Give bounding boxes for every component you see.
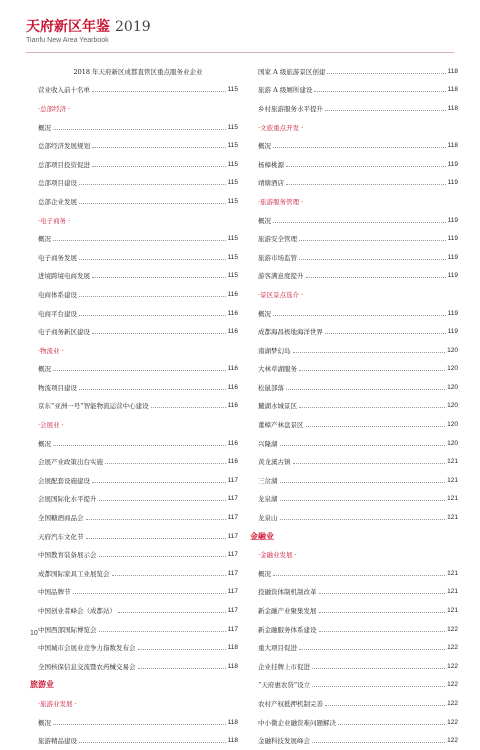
toc-entry-page: 116 [227, 309, 238, 317]
toc-entry[interactable] [258, 62, 458, 81]
dot-leader [273, 575, 445, 576]
toc-entry-page: 122 [447, 625, 458, 633]
toc-entry[interactable] [258, 471, 458, 490]
toc-section-heading [38, 415, 238, 434]
dot-leader [273, 147, 446, 148]
toc-entry-page: 119 [447, 235, 458, 243]
toc-entry-page: 117 [227, 625, 238, 633]
yearbook-title: 天府新区年鉴 [26, 19, 110, 35]
toc-entry-label: 金融业 [250, 531, 274, 541]
toc-entry-page: 120 [447, 421, 458, 429]
toc-entry-label: 概况 [258, 142, 271, 151]
toc-entry[interactable] [258, 490, 458, 509]
toc-entry-page: 120 [447, 346, 458, 354]
toc-entry-page: 118 [447, 104, 458, 112]
dot-leader [99, 631, 226, 632]
toc-entry[interactable] [38, 452, 238, 471]
toc-entry-label: · 总部经济 · [38, 104, 70, 113]
toc-entry-page: 115 [227, 179, 238, 187]
toc-entry-label: 概况 [38, 365, 51, 374]
toc-entry-label: 概况 [258, 309, 271, 318]
dot-leader [92, 166, 226, 167]
toc-entry-page: 122 [447, 718, 458, 726]
toc-entry-label: 中国创业者峰会（成都站） [38, 607, 116, 616]
toc-entry-label: 中国西部国际博览会 [38, 625, 97, 634]
toc-entry-label: · 物流业 · [38, 346, 64, 355]
dot-leader [306, 426, 446, 427]
dot-leader [112, 575, 226, 576]
page-number: 10 [30, 630, 38, 637]
dot-leader [327, 73, 445, 74]
dot-leader [86, 538, 226, 539]
toc-entry-page: 118 [447, 86, 458, 94]
toc-entry-label: 靖塘酒店 [258, 179, 284, 188]
toc-entry-page: 118 [447, 142, 458, 150]
toc-entry[interactable] [258, 81, 458, 100]
toc-entry-page: 121 [447, 569, 458, 577]
toc-entry[interactable] [38, 434, 238, 453]
toc-entry-label: 中小微企业融资难问题解决 [258, 718, 336, 727]
dot-leader [53, 370, 226, 371]
toc-entry-page: 121 [447, 458, 458, 466]
toc-entry-label: 新金融产业聚集发展 [258, 607, 317, 616]
dot-leader [273, 222, 446, 223]
toc-entry-label: 重大项目促进 [258, 644, 297, 653]
toc-entry-label: 会展国际化水平提升 [38, 495, 97, 504]
toc-entry-page: 121 [447, 495, 458, 503]
dot-leader [299, 240, 446, 241]
toc-entry[interactable] [258, 397, 458, 416]
toc-entry-page: 117 [227, 607, 238, 615]
dot-leader [293, 463, 446, 464]
toc-entry[interactable] [258, 229, 458, 248]
dot-leader [280, 482, 446, 483]
toc-entry[interactable] [258, 99, 458, 118]
yearbook-subtitle: Tianfu New Area Yearbook [26, 37, 109, 44]
toc-entry[interactable] [258, 378, 458, 397]
toc-entry-page: 116 [227, 383, 238, 391]
dot-leader [79, 203, 226, 204]
yearbook-header [26, 16, 151, 44]
dot-leader [79, 259, 226, 260]
toc-entry[interactable] [258, 267, 458, 286]
dot-leader [53, 445, 226, 446]
toc-entry[interactable] [258, 731, 458, 750]
dot-leader [92, 482, 226, 483]
toc-entry-page: 119 [447, 328, 458, 336]
toc-entry[interactable] [38, 527, 238, 546]
toc-entry[interactable] [258, 676, 458, 695]
toc-chapter-heading [250, 527, 458, 546]
toc-section-heading [38, 99, 238, 118]
dot-leader [118, 612, 226, 613]
toc-entry-label: 全国糖酒商品会 [38, 514, 84, 523]
toc-entry-label: 会展配套设施建设 [38, 476, 90, 485]
toc-entry-label: 进境跨境电商发展 [38, 272, 90, 281]
dot-leader [86, 519, 226, 520]
dot-leader [312, 742, 445, 743]
toc-entry[interactable] [258, 657, 458, 676]
dot-leader [92, 333, 226, 334]
toc-entry[interactable] [258, 136, 458, 155]
toc-entry-label: 龙泉湖 [258, 495, 278, 504]
toc-entry-label: 中国城市会展业竞争力指数发布会 [38, 644, 136, 653]
toc-entry-page: 120 [447, 439, 458, 447]
toc-entry[interactable] [258, 322, 458, 341]
toc-entry-page: 116 [227, 458, 238, 466]
toc-entry-label: 旅游 A 级厕所建设 [258, 86, 313, 95]
dot-leader [79, 184, 226, 185]
dot-leader [79, 296, 226, 297]
toc-entry-label: 南湖梦幻岛 [258, 346, 291, 355]
toc-entry-label: 概况 [258, 569, 271, 578]
dot-leader [312, 686, 445, 687]
toc-entry-page: 121 [447, 607, 458, 615]
toc-entry-page: 116 [227, 290, 238, 298]
toc-section-heading [258, 285, 458, 304]
toc-chapter-heading [30, 676, 238, 695]
dot-leader [280, 519, 446, 520]
toc-entry-label: · 旅游服务管理 · [258, 197, 303, 206]
dot-leader [79, 742, 226, 743]
dot-leader [79, 315, 226, 316]
toc-entry[interactable] [258, 508, 458, 527]
toc-entry[interactable] [258, 341, 458, 360]
toc-entry-label: 董樟产林盘景区 [258, 421, 304, 430]
yearbook-year: 2019 [115, 19, 151, 35]
toc-entry[interactable] [38, 713, 238, 732]
toc-entry-page: 117 [227, 495, 238, 503]
toc-entry-label: 天府汽车文化节 [38, 532, 84, 541]
toc-entry-page: 117 [227, 551, 238, 559]
toc-entry-label: 电子商务新区建设 [38, 328, 90, 337]
toc-entry-label: 乡村旅游服务水平提升 [258, 104, 323, 113]
dot-leader [286, 166, 446, 167]
toc-entry[interactable] [38, 322, 238, 341]
header-rule [26, 52, 454, 53]
toc-entry-label: 总部项目投资促进 [38, 160, 90, 169]
toc-entry-label: 兴隆湖 [258, 439, 278, 448]
toc-entry-label: 龙泉山 [258, 514, 278, 523]
toc-entry[interactable] [258, 434, 458, 453]
toc-entry-label: 黄龙溪古镇 [258, 458, 291, 467]
toc-section-heading [258, 192, 458, 211]
toc-entry-page: 122 [447, 662, 458, 670]
toc-entry[interactable] [258, 638, 458, 657]
toc-entry-page: 115 [227, 86, 238, 94]
toc-section-heading [38, 341, 238, 360]
toc-entry-label: · 旅游业发展 · [38, 699, 77, 708]
dot-leader [319, 593, 446, 594]
toc-entry-page: 118 [227, 718, 238, 726]
toc-entry-page: 117 [227, 476, 238, 484]
toc-entry-page: 115 [227, 272, 238, 280]
toc-section-heading [38, 211, 238, 230]
toc-entry-label: 总部企业发展 [38, 197, 77, 206]
dot-leader [325, 705, 445, 706]
dot-leader [53, 240, 226, 241]
dot-leader [273, 315, 446, 316]
toc-entry[interactable] [258, 304, 458, 323]
toc-entry[interactable] [258, 601, 458, 620]
toc-entry[interactable] [258, 694, 458, 713]
toc-note [38, 62, 238, 81]
toc-entry-page: 115 [227, 160, 238, 168]
toc-entry-page: 116 [227, 328, 238, 336]
toc-entry-page: 118 [227, 662, 238, 670]
toc-entry[interactable] [38, 397, 238, 416]
toc-right-column [250, 62, 458, 750]
toc-entry[interactable] [38, 601, 238, 620]
toc-entry-label: 金融科技发展峰会 [258, 737, 310, 746]
toc-entry[interactable] [38, 657, 238, 676]
toc-entry[interactable] [38, 267, 238, 286]
toc-entry-label: 农村产权抵押机制完善 [258, 699, 323, 708]
toc-entry[interactable] [38, 490, 238, 509]
toc-entry-page: 115 [227, 235, 238, 243]
toc-entry[interactable] [38, 248, 238, 267]
dot-leader [286, 184, 446, 185]
toc-entry[interactable] [38, 136, 238, 155]
toc-entry[interactable] [258, 452, 458, 471]
toc-entry[interactable] [38, 731, 238, 750]
dot-leader [138, 649, 226, 650]
dot-leader [280, 500, 446, 501]
toc-entry[interactable] [38, 81, 238, 100]
toc-entry[interactable] [38, 192, 238, 211]
toc-entry-label: 全国核保信息交流暨农药械交易会 [38, 662, 136, 671]
dot-leader [314, 91, 445, 92]
toc-entry-label: 杨樟桃源 [258, 160, 284, 169]
toc-entry-label: 三岔湖 [258, 476, 278, 485]
toc-entry[interactable] [258, 415, 458, 434]
toc-entry-page: 117 [227, 569, 238, 577]
toc-entry-label: · 文旅重点开发 · [258, 123, 303, 132]
toc-entry[interactable] [258, 564, 458, 583]
toc-entry-label: 2018 年天府新区成都直管区重点服务业企业 [73, 67, 203, 76]
toc-entry[interactable] [38, 583, 238, 602]
toc-entry-label: 总部经济发展规划 [38, 142, 90, 151]
toc-entry-page: 121 [447, 476, 458, 484]
toc-entry[interactable] [38, 174, 238, 193]
toc-entry-label: 旅游市场监管 [258, 253, 297, 262]
toc-entry-page: 118 [447, 67, 458, 75]
toc-entry[interactable] [258, 174, 458, 193]
dot-leader [312, 668, 445, 669]
toc-entry-label: 概况 [38, 123, 51, 132]
dot-leader [299, 407, 445, 408]
toc-entry-label: 会展产业政策出台实施 [38, 458, 103, 467]
dot-leader [53, 129, 226, 130]
dot-leader [138, 668, 226, 669]
toc-entry[interactable] [38, 285, 238, 304]
toc-entry-page: 117 [227, 514, 238, 522]
toc-entry[interactable] [38, 304, 238, 323]
toc-entry-page: 117 [227, 588, 238, 596]
toc-entry-label: 概况 [258, 216, 271, 225]
toc-entry-page: 119 [447, 253, 458, 261]
toc-entry[interactable] [258, 248, 458, 267]
dot-leader [325, 333, 446, 334]
dot-leader [280, 445, 446, 446]
dot-leader [53, 724, 226, 725]
toc-entry-page: 122 [447, 737, 458, 745]
toc-entry-label: 概况 [38, 235, 51, 244]
toc-entry-label: 物流项目建设 [38, 383, 77, 392]
dot-leader [92, 147, 226, 148]
toc-entry[interactable] [38, 564, 238, 583]
toc-entry-label: · 景区景点选介 · [258, 290, 303, 299]
toc-entry-label: 旅游精品建设 [38, 737, 77, 746]
toc-entry-page: 115 [227, 142, 238, 150]
dot-leader [99, 500, 226, 501]
toc-entry-label: 概况 [38, 718, 51, 727]
toc-entry-label: 国家 A 级旅游景区创建 [258, 67, 326, 76]
toc-entry-label: 松鼠部落 [258, 383, 284, 392]
toc-entry[interactable] [38, 229, 238, 248]
dot-leader [92, 91, 226, 92]
toc-entry[interactable] [38, 545, 238, 564]
toc-entry-label: 旅游安全管理 [258, 235, 297, 244]
toc-entry-label: 京东“亚洲一号”智能物流运营中心建设 [38, 402, 149, 411]
dot-leader [99, 556, 226, 557]
toc-entry-page: 116 [227, 365, 238, 373]
toc-entry-label: 电子商务发展 [38, 253, 77, 262]
toc-entry-label: 企业挂牌上市促进 [258, 662, 310, 671]
toc-entry-label: 新金融服务体系建设 [258, 625, 317, 634]
toc-entry-label: 麓湖水城景区 [258, 402, 297, 411]
toc-entry-page: 119 [447, 272, 458, 280]
toc-entry-label: 总部项目建设 [38, 179, 77, 188]
toc-entry-label: 中国品牌节 [38, 588, 71, 597]
toc-entry-page: 119 [447, 160, 458, 168]
dot-leader [338, 724, 445, 725]
toc-entry-label: 大林草湖服务 [258, 365, 297, 374]
toc-entry-page: 116 [227, 402, 238, 410]
toc-entry-label: · 金融业发展 · [258, 550, 297, 559]
toc-entry-page: 122 [447, 644, 458, 652]
toc-entry-label: 旅游业 [30, 680, 54, 690]
toc-entry-page: 120 [447, 402, 458, 410]
toc-entry[interactable] [38, 155, 238, 174]
toc-entry[interactable] [258, 360, 458, 379]
toc-entry[interactable] [38, 471, 238, 490]
toc-entry-page: 118 [227, 737, 238, 745]
toc-entry-label: 中国教育装备展示会 [38, 551, 97, 560]
toc-entry-label: 投融资体制机制改革 [258, 588, 317, 597]
toc-entry[interactable] [38, 508, 238, 527]
toc-entry[interactable] [258, 583, 458, 602]
toc-entry-page: 117 [227, 532, 238, 540]
toc-entry-page: 121 [447, 514, 458, 522]
toc-entry-label: · 电子商务 · [38, 216, 70, 225]
toc-entry-label: · 会展业 · [38, 420, 64, 429]
toc-entry-page: 115 [227, 197, 238, 205]
toc-entry-page: 120 [447, 365, 458, 373]
dot-leader [299, 370, 445, 371]
toc-entry[interactable] [258, 713, 458, 732]
toc-entry-page: 119 [447, 216, 458, 224]
toc-entry-label: 电商平台建设 [38, 309, 77, 318]
toc-entry-page: 116 [227, 439, 238, 447]
dot-leader [299, 649, 445, 650]
dot-leader [151, 407, 226, 408]
toc-section-heading [258, 118, 458, 137]
toc-entry-page: 119 [447, 179, 458, 187]
toc-entry-label: 成都海昌极地海洋世界 [258, 328, 323, 337]
dot-leader [299, 259, 446, 260]
dot-leader [319, 631, 446, 632]
dot-leader [319, 612, 446, 613]
toc-entry-page: 122 [447, 699, 458, 707]
toc-entry-page: 115 [227, 253, 238, 261]
dot-leader [286, 389, 445, 390]
toc-entry-page: 119 [447, 309, 458, 317]
toc-entry[interactable] [38, 378, 238, 397]
dot-leader [105, 463, 226, 464]
dot-leader [306, 277, 446, 278]
toc-entry-label: 电商体系建设 [38, 290, 77, 299]
toc-entry[interactable] [258, 155, 458, 174]
toc-entry[interactable] [38, 118, 238, 137]
toc-entry[interactable] [38, 360, 238, 379]
toc-entry[interactable] [38, 620, 238, 639]
toc-entry-page: 121 [447, 588, 458, 596]
toc-entry[interactable] [258, 620, 458, 639]
dot-leader [79, 389, 226, 390]
toc-entry-label: 营业收入前十名单 [38, 86, 90, 95]
toc-entry-page: 122 [447, 681, 458, 689]
toc-entry-page: 120 [447, 383, 458, 391]
toc-entry-label: 成都国际家具工业展览会 [38, 569, 110, 578]
toc-entry[interactable] [258, 211, 458, 230]
toc-entry-label: 游客满意度提升 [258, 272, 304, 281]
dot-leader [325, 110, 446, 111]
toc-entry[interactable] [38, 638, 238, 657]
toc-section-heading [258, 545, 458, 564]
toc-section-heading [38, 694, 238, 713]
dot-leader [73, 593, 226, 594]
toc-entry-label: 概况 [38, 439, 51, 448]
dot-leader [293, 352, 446, 353]
toc-entry-page: 115 [227, 123, 238, 131]
dot-leader [92, 277, 226, 278]
toc-entry-page: 118 [227, 644, 238, 652]
toc-entry-label: “天府惠农贷”设立 [258, 681, 311, 690]
